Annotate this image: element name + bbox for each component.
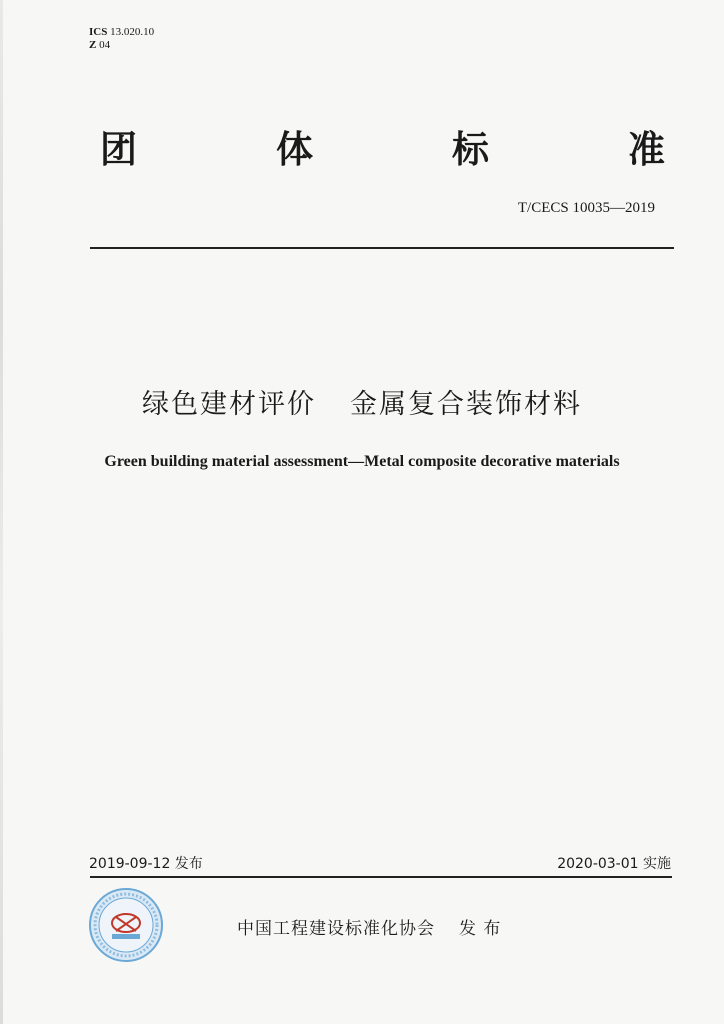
certification-seal-icon [88,887,164,963]
ics-code: 13.020.10 [110,26,155,38]
heading-char: 准 [628,128,665,171]
ccs-label: Z [89,39,97,51]
ics-label: ICS [89,26,108,38]
chinese-title-part2: 金属复合装饰材料 [350,389,582,420]
publisher-action: 发 布 [459,919,502,939]
issue-date: 2019-09-12 发布 [89,856,203,872]
standard-number: T/CECS 10035—2019 [517,200,655,216]
classification-codes [89,26,154,52]
top-divider [90,247,674,249]
ics-line [89,26,154,39]
standard-type-heading [100,128,665,172]
publisher-name: 中国工程建设标准化协会 [237,919,435,939]
heading-char: 标 [452,128,489,171]
implementation-date: 2020-03-01 实施 [557,856,671,872]
chinese-title [0,385,724,425]
chinese-title-part1: 绿色建材评价 [142,389,316,420]
ccs-code: 04 [99,39,111,51]
publisher-line [237,914,501,939]
page-edge [0,0,3,1024]
ccs-line [89,39,154,52]
heading-char: 体 [276,128,313,171]
heading-char: 团 [100,128,137,171]
bottom-divider [90,876,672,878]
english-title: Green building material assessment—Metal composite decorative materials [104,453,620,470]
